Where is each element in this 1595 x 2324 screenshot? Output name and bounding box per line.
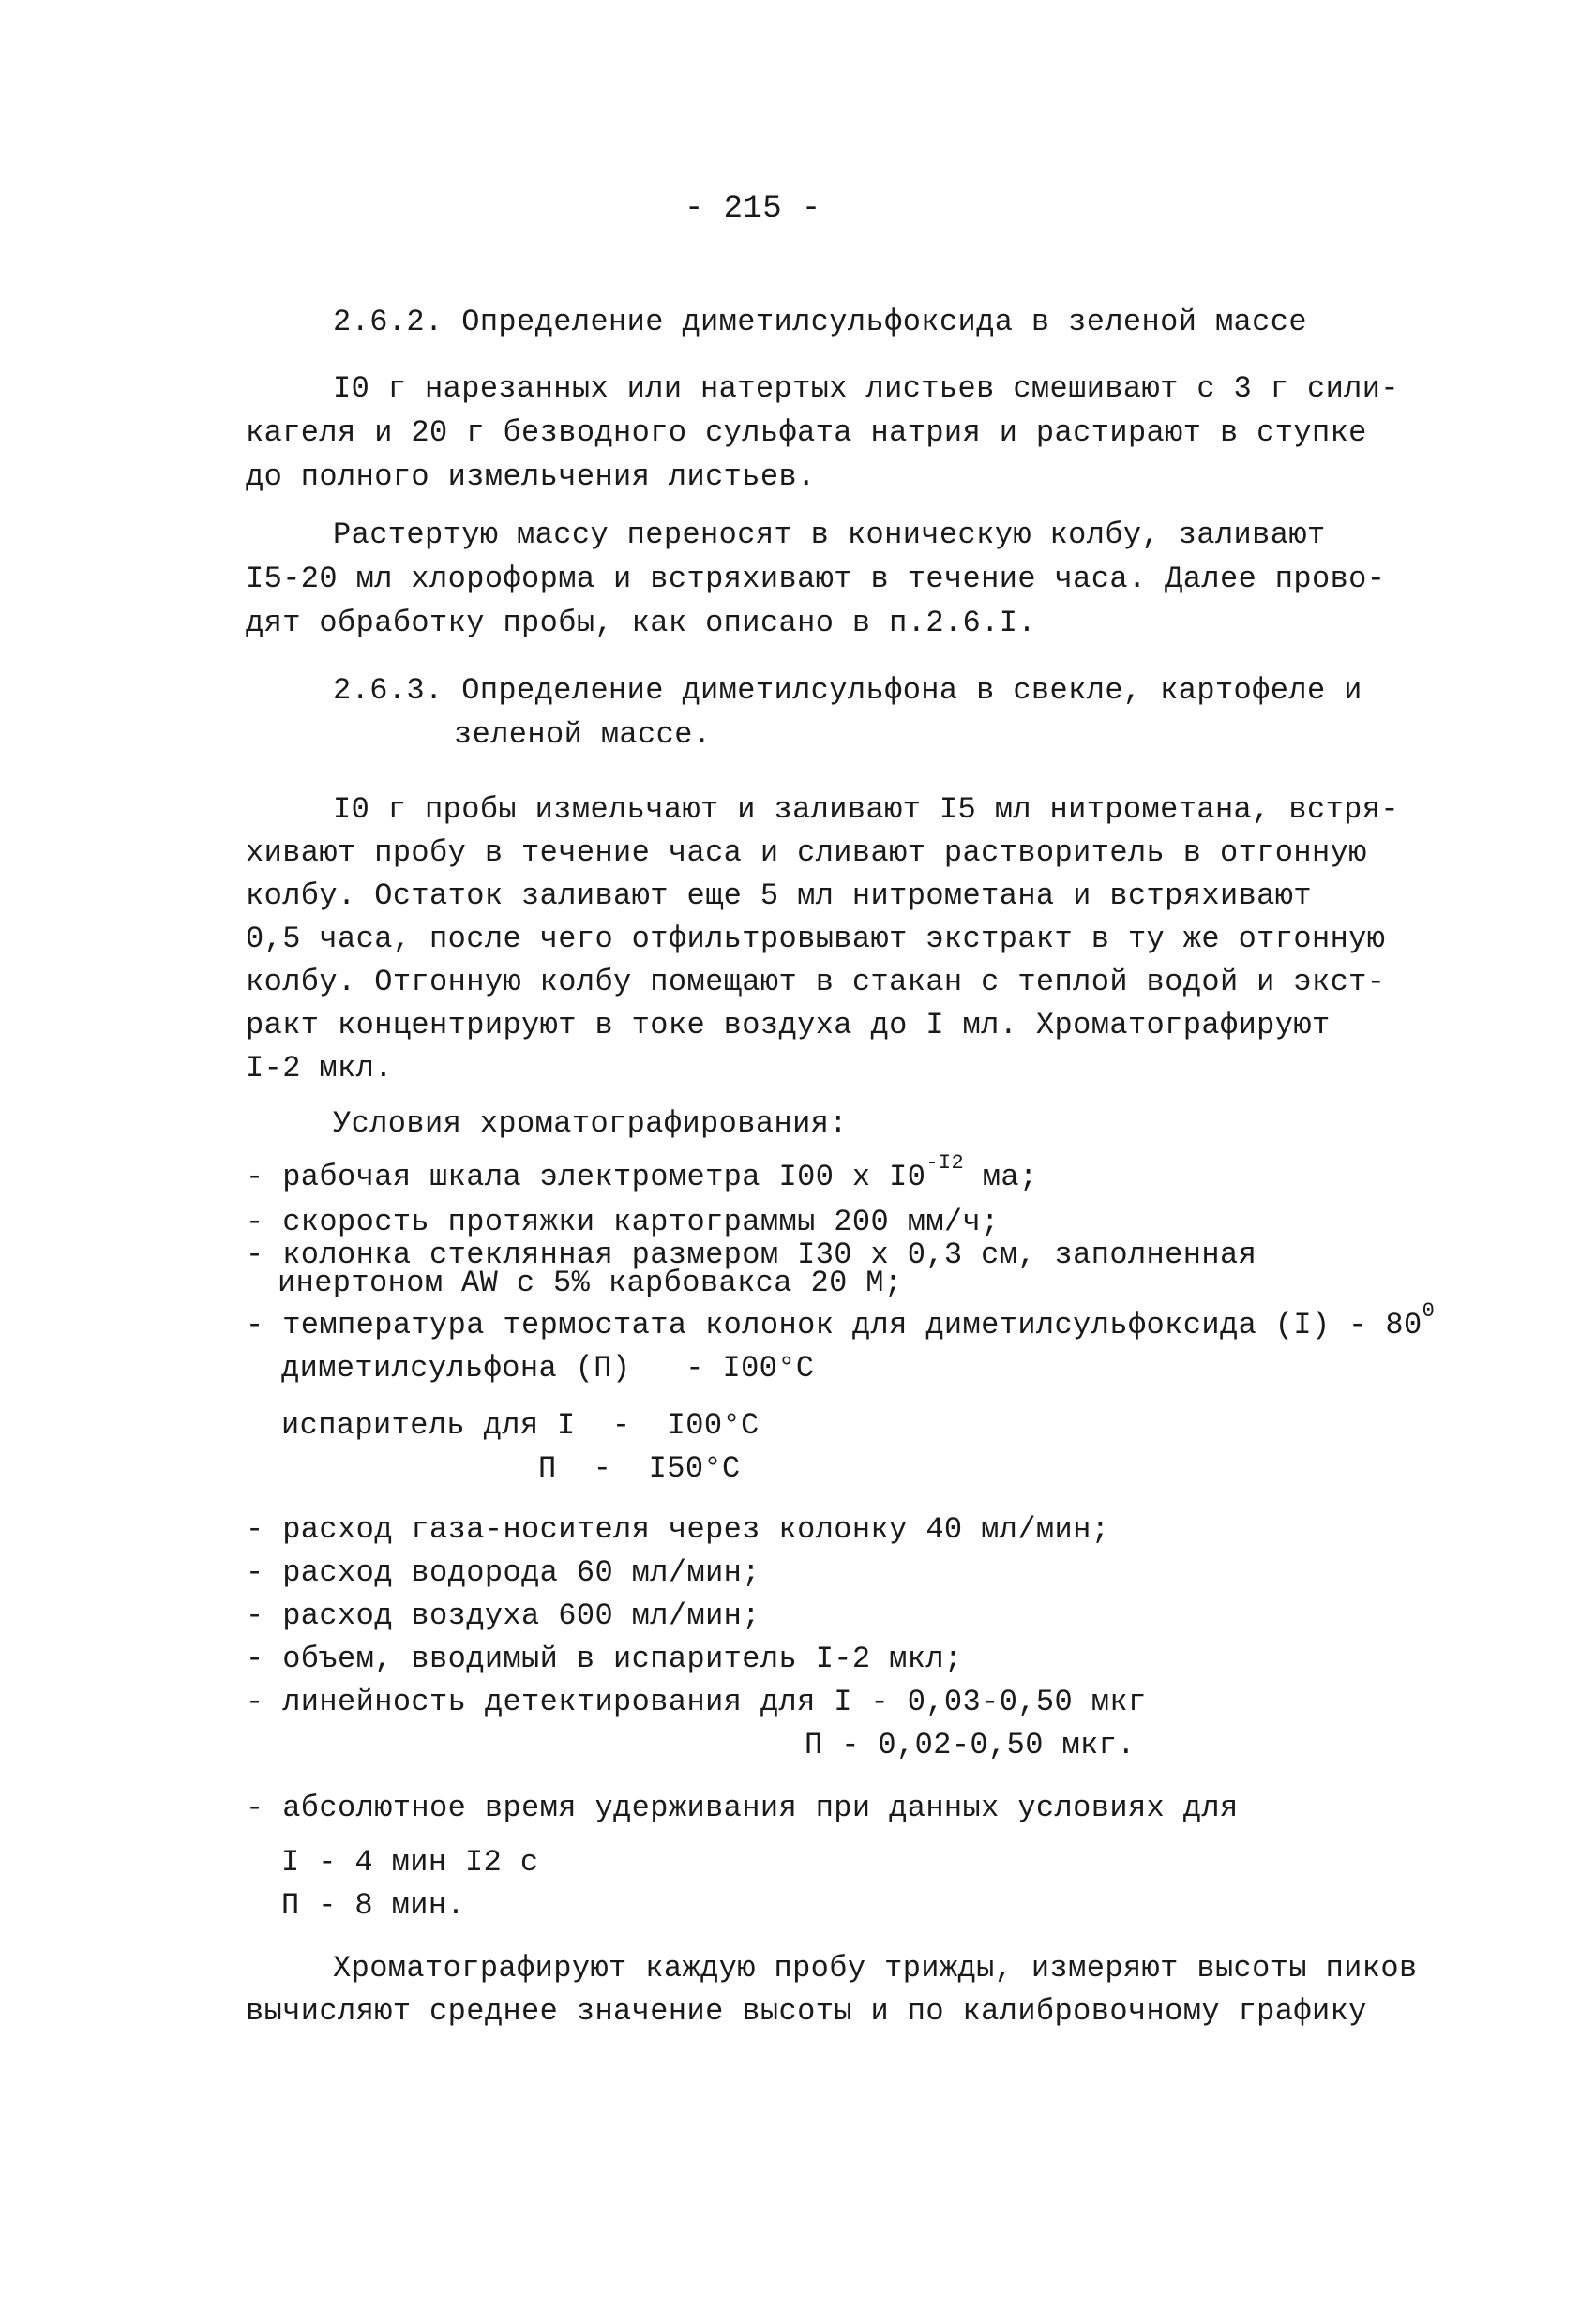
s263-p1-line: колбу. Отгонную колбу помещают в стакан с теплой водой и экст- xyxy=(246,965,1386,999)
condition-column-cont: инертоном AW с 5% карбовакса 20 М; xyxy=(278,1266,903,1300)
condition-evaporator-cont: П - I50°C xyxy=(538,1451,741,1486)
condition-air: - расход воздуха 600 мл/мин; xyxy=(246,1598,760,1633)
s262-p2-line: Растертую массу переносят в коническую колбу, заливают xyxy=(333,517,1326,552)
condition-scale-text: - рабочая шкала электрометра I00 x I0 xyxy=(246,1160,926,1194)
s263-p1-line: 0,5 часа, после чего отфильтровывают экстракт в ту же отгонную xyxy=(246,922,1386,956)
condition-temperature-cont: диметилсульфона (П) - I00°C xyxy=(281,1351,815,1386)
s263-p1-line: ракт концентрируют в токе воздуха до I мл. Хроматографируют xyxy=(246,1008,1331,1042)
condition-speed: - скорость протяжки картограммы 200 мм/ч; xyxy=(246,1205,1000,1239)
s262-p1-line: до полного измельчения листьев. xyxy=(246,459,816,494)
condition-linearity-cont: П - 0,02-0,50 мкг. xyxy=(805,1728,1136,1762)
s263-p1-line: колбу. Остаток заливают еще 5 мл нитрометана и встряхивают xyxy=(246,878,1312,913)
condition-volume: - объем, вводимый в испаритель I-2 мкл; xyxy=(246,1642,963,1676)
retention-value: П - 8 мин. xyxy=(281,1888,466,1923)
page-number: - 215 - xyxy=(685,191,821,227)
condition-linearity: - линейность детектирования для I - 0,03-0,50 мкг xyxy=(246,1685,1147,1719)
s263-p1-line: I-2 мкл. xyxy=(246,1051,393,1086)
s262-p2-line: дят обработку пробы, как описано в п.2.6.I. xyxy=(246,606,1036,640)
condition-temperature-text: - температура термостата колонок для диметилсульфоксида (I) - 80 xyxy=(246,1308,1422,1342)
section-262-heading: 2.6.2. Определение диметилсульфоксида в зеленой массе xyxy=(333,305,1307,339)
section-263-heading-cont: зеленой массе. xyxy=(454,717,712,752)
s263-p1-line: I0 г пробы измельчают и заливают I5 мл нитрометана, встря- xyxy=(333,792,1399,827)
condition-retention: - абсолютное время удерживания при данных условиях для xyxy=(246,1791,1239,1825)
condition-hydrogen: - расход водорода 60 мл/мин; xyxy=(246,1555,760,1590)
s262-p1-line: кагеля и 20 г безводного сульфата натрия и растирают в ступке xyxy=(246,415,1367,450)
s263-p1-line: хивают пробу в течение часа и сливают растворитель в отгонную xyxy=(246,835,1367,870)
final-paragraph-line: вычисляют среднее значение высоты и по калибровочному графику xyxy=(246,1994,1367,2029)
conditions-title: Условия хроматографирования: xyxy=(333,1106,848,1141)
degree-mark: 0 xyxy=(1422,1299,1436,1323)
condition-carrier-gas: - расход газа-носителя через колонку 40 мл/мин; xyxy=(246,1512,1110,1547)
section-263-heading: 2.6.3. Определение диметилсульфона в свекле, картофеле и xyxy=(333,673,1362,708)
final-paragraph-line: Хроматографируют каждую пробу трижды, измеряют высоты пиков xyxy=(333,1951,1418,1986)
condition-scale-unit: ма; xyxy=(964,1160,1038,1194)
condition-evaporator: испаритель для I - I00°C xyxy=(281,1408,760,1443)
condition-scale xyxy=(246,1151,1038,1199)
condition-temperature xyxy=(246,1299,1436,1347)
s262-p1-line: I0 г нарезанных или натертых листьев смешивают с 3 г сили- xyxy=(333,371,1399,406)
condition-scale-exponent: -I2 xyxy=(925,1151,965,1175)
retention-value: I - 4 мин I2 с xyxy=(281,1845,539,1880)
s262-p2-line: I5-20 мл хлороформа и встряхивают в течение часа. Далее прово- xyxy=(246,562,1386,596)
condition-column: - колонка стеклянная размером I30 x 0,3 см, заполненная xyxy=(246,1237,1257,1272)
